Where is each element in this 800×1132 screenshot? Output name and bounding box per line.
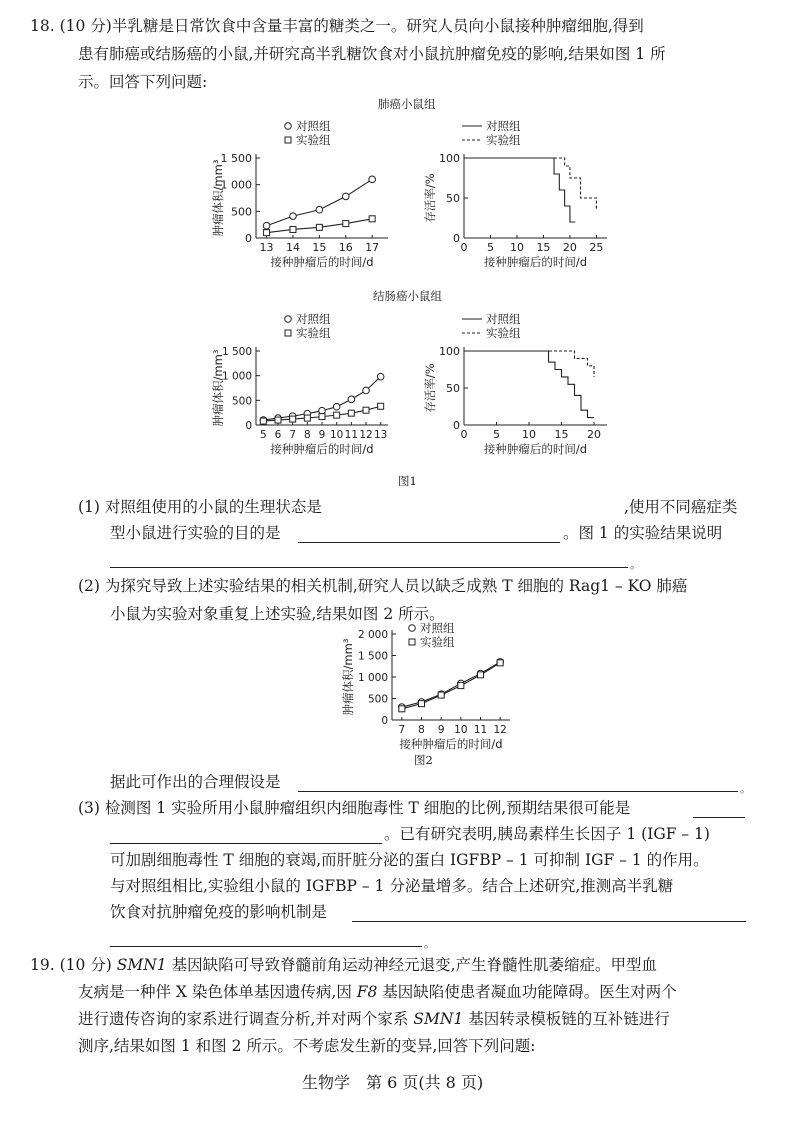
x-axis-title: 接种肿瘤后的时间/d — [483, 255, 588, 269]
q19-line-3: 进行遗传咨询的家系进行调查分析,并对两个家系 SMN1 基因转录模板链的互补链进行 — [78, 1010, 670, 1028]
sub2-hypothesis-prompt: 据此可作出的合理假设是 — [110, 773, 281, 791]
data-point-experiment — [275, 417, 281, 423]
x-tick-label: 7 — [289, 429, 297, 441]
x-tick-label: 10 — [454, 724, 468, 736]
y-tick-label: 500 — [231, 205, 252, 219]
sub3-answer-blank-1b[interactable] — [110, 843, 382, 844]
data-point-experiment — [369, 216, 375, 222]
sub1-line1-a: (1) 对照组使用的小鼠的生理状态是 — [78, 498, 322, 516]
x-tick-label: 15 — [312, 241, 327, 254]
y-tick-label: 2 000 — [357, 629, 388, 641]
rag1ko-tumor-volume-chart — [340, 622, 520, 752]
data-point-control — [369, 176, 376, 183]
sub3-answer-blank-2a[interactable] — [352, 921, 746, 922]
sub2-line-1: (2) 为探究导致上述实验结果的相关机制,研究人员以缺乏成熟 T 细胞的 Rag1 – KO 肺癌 — [78, 577, 688, 595]
y-tick-label: 500 — [367, 693, 388, 706]
y-tick-label: 100 — [439, 345, 460, 358]
x-tick-label: 13 — [259, 241, 274, 254]
legend-marker-experiment — [285, 137, 291, 143]
data-point-experiment — [419, 701, 425, 707]
sub1-end-mark: 。 — [630, 558, 641, 571]
x-tick-label: 10 — [522, 428, 536, 441]
x-tick-label: 10 — [509, 241, 524, 254]
x-tick-label: 8 — [303, 429, 311, 441]
sub1-answer-blank-2[interactable] — [298, 542, 560, 543]
sub1-answer-blank-3[interactable] — [110, 567, 628, 568]
x-tick-label: 11 — [473, 724, 488, 736]
y-axis-title: 存活率/% — [423, 363, 437, 413]
sub3-line-3: 可加剧细胞毒性 T 细胞的衰竭,而肝脏分泌的蛋白 IGFBP – 1 可抑制 IGF – 1 的作用。 — [110, 851, 709, 869]
data-point-control — [333, 403, 340, 410]
y-tick-label: 0 — [381, 715, 388, 727]
data-point-control — [319, 407, 326, 414]
sub1-line2-b: 。图 1 的实验结果说明 — [563, 524, 723, 542]
data-point-experiment — [264, 230, 270, 236]
legend-label: 对照组 — [486, 119, 521, 133]
data-point-experiment — [458, 683, 464, 689]
sub3-end-mark: 。 — [424, 937, 435, 950]
x-tick-label: 25 — [589, 241, 604, 254]
y-tick-label: 0 — [453, 419, 460, 432]
sub3-answer-blank-1a[interactable] — [693, 817, 745, 818]
sub2-end-mark: 。 — [740, 782, 751, 795]
series-line-experiment — [402, 663, 500, 709]
legend-marker-control — [409, 625, 416, 632]
data-point-experiment — [290, 226, 296, 232]
x-tick-label: 20 — [587, 428, 601, 441]
sub1-line1-b: ,使用不同癌症类 — [624, 498, 738, 516]
gene-smn1-2: SMN1 — [413, 1010, 464, 1028]
x-tick-label: 20 — [562, 241, 577, 254]
data-point-control — [348, 396, 355, 403]
q18-line-3: 示。回答下列问题: — [78, 73, 208, 91]
page-footer: 生物学 第 6 页(共 8 页) — [302, 1073, 484, 1092]
y-tick-label: 100 — [439, 152, 460, 165]
data-point-experiment — [497, 660, 503, 666]
y-axis-title: 肿瘤体积/mm³ — [211, 159, 225, 237]
data-point-experiment — [363, 407, 369, 413]
data-point-control — [316, 206, 323, 213]
data-point-experiment — [348, 410, 354, 416]
q18-line-2: 患有肺癌或结肠癌的小鼠,并研究高半乳糖饮食对小鼠抗肿瘤免疫的影响,结果如图 1 所 — [78, 45, 666, 63]
x-tick-label: 16 — [338, 241, 353, 254]
legend-marker-experiment — [409, 639, 415, 645]
x-tick-label: 13 — [373, 429, 388, 441]
x-tick-label: 15 — [554, 428, 569, 441]
data-point-experiment — [290, 416, 296, 422]
data-point-control — [342, 193, 349, 200]
legend-label: 实验组 — [420, 635, 455, 649]
q19-line-2: 友病是一种伴 X 染色体单基因遗传病,因 F8 基因缺陷使患者凝血功能障碍。医生对两个 — [78, 983, 677, 1001]
y-tick-label: 1 000 — [220, 178, 252, 192]
gene-smn1: SMN1 — [116, 956, 167, 974]
y-axis-title: 存活率/% — [423, 173, 437, 223]
data-point-experiment — [260, 418, 266, 424]
data-point-control — [377, 373, 384, 380]
legend-label: 实验组 — [296, 133, 331, 147]
sub3-answer-blank-2b[interactable] — [110, 946, 422, 947]
x-tick-label: 6 — [274, 429, 282, 441]
legend-marker-experiment — [285, 330, 291, 336]
y-tick-label: 1 500 — [357, 650, 388, 663]
fig1-colon-group-title: 结肠癌小鼠组 — [373, 289, 442, 303]
y-axis-title: 肿瘤体积/mm³ — [211, 349, 225, 427]
data-point-experiment — [399, 706, 405, 712]
series-line-control — [267, 179, 373, 225]
x-axis-title: 接种肿瘤后的时间/d — [270, 442, 374, 456]
x-tick-label: 9 — [318, 429, 326, 441]
q19-line-1: 19. (10 分) SMN1 基因缺陷可导致脊髓前角运动神经元退变,产生脊髓性肌萎缩症。甲型血 — [30, 956, 658, 974]
q19-line-4: 测序,结果如图 1 和图 2 所示。不考虑发生新的变异,回答下列问题: — [78, 1037, 536, 1055]
series-line-experiment — [464, 158, 596, 210]
x-tick-label: 14 — [285, 241, 300, 254]
x-axis-title: 接种肿瘤后的时间/d — [399, 737, 503, 751]
sub3-line-5: 饮食对抗肿瘤免疫的影响机制是 — [110, 903, 328, 921]
legend-label: 对照组 — [486, 312, 521, 326]
data-point-experiment — [478, 672, 484, 678]
y-tick-label: 1 500 — [221, 346, 252, 358]
x-tick-label: 9 — [437, 724, 445, 736]
legend-label: 对照组 — [296, 312, 331, 326]
y-tick-label: 0 — [245, 420, 252, 432]
data-point-experiment — [304, 415, 310, 421]
y-tick-label: 50 — [446, 382, 460, 395]
y-tick-label: 1 000 — [221, 370, 252, 383]
legend-marker-control — [285, 123, 292, 130]
fig1-caption: 图1 — [398, 474, 417, 488]
data-point-control — [263, 222, 270, 229]
x-tick-label: 5 — [493, 428, 500, 441]
x-tick-label: 8 — [418, 724, 425, 736]
legend-label: 实验组 — [486, 133, 521, 147]
y-tick-label: 1 500 — [220, 152, 252, 165]
y-tick-label: 0 — [453, 232, 460, 245]
data-point-experiment — [343, 221, 349, 227]
series-line-experiment — [464, 351, 594, 377]
q18-line-1: 18. (10 分)半乳糖是日常饮食中含量丰富的糖类之一。研究人员向小鼠接种肿瘤细胞,得到 — [30, 17, 644, 35]
data-point-experiment — [316, 224, 322, 230]
sub2-line-2: 小鼠为实验对象重复上述实验,结果如图 2 所示。 — [110, 605, 445, 623]
data-point-experiment — [438, 692, 444, 698]
data-point-experiment — [319, 414, 325, 420]
x-tick-label: 5 — [259, 429, 267, 441]
x-tick-label: 7 — [398, 724, 406, 736]
data-point-control — [363, 387, 370, 394]
series-line-control — [464, 351, 594, 418]
y-tick-label: 500 — [231, 395, 252, 408]
x-axis-title: 接种肿瘤后的时间/d — [483, 442, 588, 456]
x-tick-label: 11 — [344, 429, 359, 441]
colon-tumor-volume-chart — [210, 305, 410, 467]
x-tick-label: 15 — [536, 241, 551, 254]
x-tick-label: 0 — [460, 241, 468, 254]
x-tick-label: 0 — [460, 428, 468, 441]
sub2-answer-blank[interactable] — [298, 791, 738, 792]
lung-survival-chart — [422, 112, 622, 272]
sub3-line-2: 。已有研究表明,胰岛素样生长因子 1 (IGF – 1) — [384, 825, 710, 843]
legend-label: 实验组 — [486, 326, 521, 340]
data-point-experiment — [334, 412, 340, 418]
series-line-control — [464, 158, 575, 222]
legend-label: 实验组 — [296, 326, 331, 340]
series-line-control — [402, 662, 500, 707]
x-tick-label: 12 — [359, 429, 373, 441]
x-tick-label: 17 — [365, 241, 380, 254]
sub3-line-1: (3) 检测图 1 实验所用小鼠肿瘤组织内细胞毒性 T 细胞的比例,预期结果很可能是 — [78, 799, 631, 817]
legend-label: 对照组 — [296, 119, 331, 133]
legend-marker-control — [285, 316, 292, 323]
x-tick-label: 5 — [486, 241, 494, 254]
y-axis-title: 肿瘤体积/mm³ — [341, 638, 355, 716]
y-tick-label: 50 — [446, 192, 460, 205]
sub3-line-4: 与对照组相比,实验组小鼠的 IGFBP – 1 分泌量增多。结合上述研究,推测高半乳糖 — [110, 877, 674, 895]
x-tick-label: 12 — [493, 724, 507, 736]
y-tick-label: 1 000 — [357, 672, 388, 684]
y-tick-label: 0 — [245, 232, 252, 245]
sub1-line2-a: 型小鼠进行实验的目的是 — [110, 524, 281, 542]
x-tick-label: 10 — [329, 429, 344, 441]
lung-tumor-volume-chart — [210, 112, 410, 272]
data-point-control — [290, 213, 297, 220]
x-axis-title: 接种肿瘤后的时间/d — [270, 255, 374, 269]
fig1-lung-group-title: 肺癌小鼠组 — [378, 97, 436, 111]
data-point-experiment — [378, 403, 384, 409]
gene-f8: F8 — [356, 983, 378, 1001]
legend-label: 对照组 — [420, 622, 455, 635]
fig2-caption: 图2 — [414, 753, 433, 767]
colon-survival-chart — [422, 305, 622, 467]
